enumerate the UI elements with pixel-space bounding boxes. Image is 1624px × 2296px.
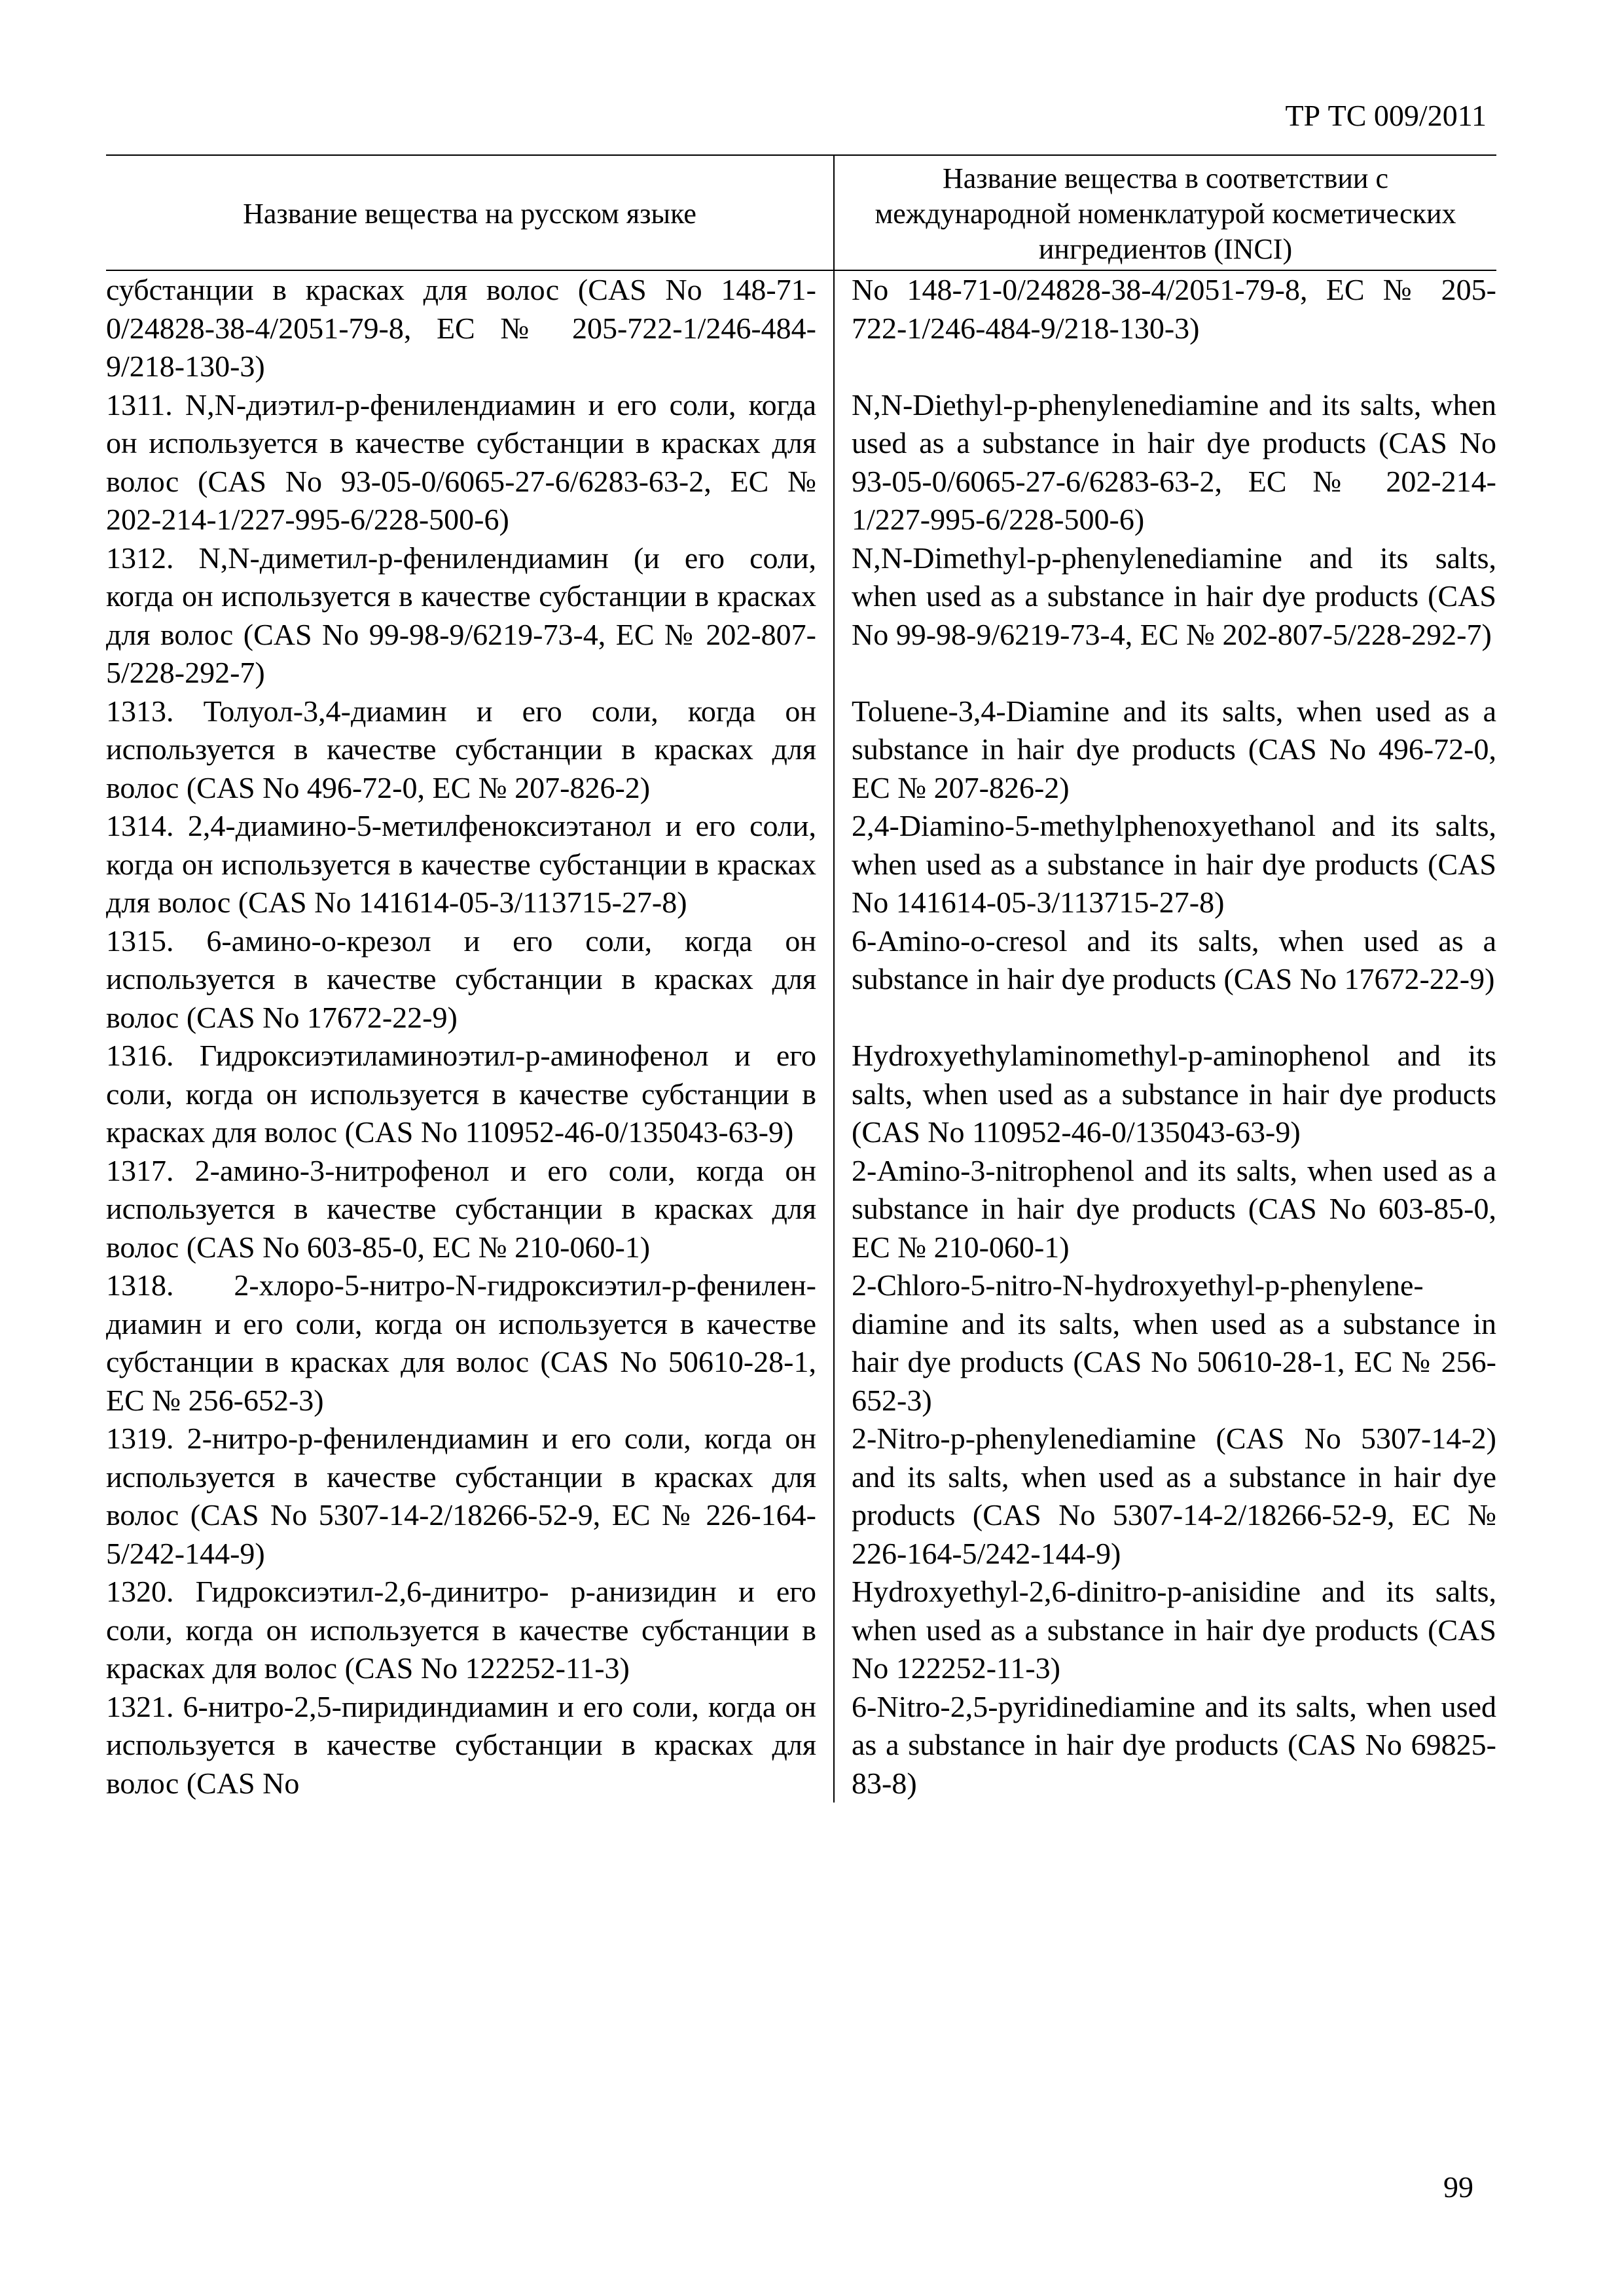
substance-name-inci: 6-Amino-o-cresol and its salts, when used as a substance in hair dye products (CAS No 17672-22-9) [834,922,1496,1037]
substance-name-inci: 2-Nitro-p-phenylenediamine (CAS No 5307-14-2) and its salts, when used as a substance in hair dye products (CAS No 5307-14-2/18266-52-9, EC № 226-164-5/242-144-9) [834,1420,1496,1573]
substance-name-inci: 6-Nitro-2,5-pyridinediamine and its salts, when used as a substance in hair dye products (CAS No 69825-83-8) [834,1688,1496,1803]
table-row [106,922,1496,1037]
substance-name-russian: 1319. 2-нитро-р-фенилендиамин и его соли, когда он используется в качестве субстанции в красках для волос (CAS No 5307-14-2/18266-52-9, EC № 226-164-5/242-144-9) [106,1422,816,1570]
substance-name-inci: N,N-Diethyl-p-phenylenediamine and its salts, when used as a substance in hair dye products (CAS No 93-05-0/6065-27-6/6283-63-2, EC № 202-214-1/227-995-6/228-500-6) [834,386,1496,539]
substance-name-russian: 1318. 2-хлоро-5-нитро-N-гидроксиэтил-р-фенилен-диамин и его соли, когда он используется в качестве субстанции в красках для волос (CAS No 50610-28-1, EC № 256-652-3) [106,1268,816,1417]
substance-name-russian: 1320. Гидроксиэтил-2,6-динитро- р-анизидин и его соли, когда он используется в качестве субстанции в красках для волос (CAS No 122252-11-3) [106,1575,816,1685]
substance-name-inci: Hydroxyethyl-2,6-dinitro-p-anisidine and its salts, when used as a substance in hair dye products (CAS No 122252-11-3) [834,1573,1496,1688]
substance-name-inci: Toluene-3,4-Diamine and its salts, when used as a substance in hair dye products (CAS No 496-72-0, EC № 207-826-2) [834,692,1496,808]
substance-name-inci: No 148-71-0/24828-38-4/2051-79-8, EC № 205-722-1/246-484-9/218-130-3) [834,270,1496,386]
substance-table [106,154,1496,1803]
table-row [106,1266,1496,1420]
document-code: ТР ТС 009/2011 [1285,99,1487,132]
substance-name-inci: N,N-Dimethyl-p-phenylenediamine and its salts, when used as a substance in hair dye products (CAS No 99-98-9/6219-73-4, EC № 202-807-5/228-292-7) [834,539,1496,692]
table-row [106,270,1496,386]
table-row [106,692,1496,808]
substance-name-inci: Hydroxyethylaminomethyl-p-aminophenol and its salts, when used as a substance in hair dye products (CAS No 110952-46-0/135043-63-9) [834,1037,1496,1152]
column-header-inci: Название вещества в соответствии с международной номенклатурой косметических ингредиентов (INCI) [834,155,1496,270]
substance-name-russian: 1321. 6-нитро-2,5-пиридиндиамин и его соли, когда он используется в качестве субстанции в красках для волос (CAS No [106,1689,816,1800]
table-row [106,386,1496,539]
table-row [106,1688,1496,1803]
substance-name-inci: 2-Amino-3-nitrophenol and its salts, when used as a substance in hair dye products (CAS No 603-85-0, EC № 210-060-1) [834,1152,1496,1267]
table-row [106,807,1496,922]
table-header-row [106,155,1496,270]
table-row [106,539,1496,692]
column-header-russian: Название вещества на русском языке [106,155,834,270]
substance-name-inci: 2,4-Diamino-5-methylphenoxyethanol and its salts, when used as a substance in hair dye products (CAS No 141614-05-3/113715-27-8) [834,807,1496,922]
substance-name-russian: 1312. N,N-диметил-р-фенилендиамин (и его соли, когда он используется в качестве субстанции в красках для волос (CAS No 99-98-9/6219-73-4, EC № 202-807-5/228-292-7) [106,541,816,689]
substance-name-russian: субстанции в красках для волос (CAS No 148-71-0/24828-38-4/2051-79-8, EC № 205-722-1/246-484-9/218-130-3) [106,273,816,383]
substance-name-russian: 1311. N,N-диэтил-р-фенилендиамин и его соли, когда он используется в качестве субстанции в красках для волос (CAS No 93-05-0/6065-27-6/6283-63-2, EC № 202-214-1/227-995-6/228-500-6) [106,387,816,536]
substance-name-inci: 2-Chloro-5-nitro-N-hydroxyethyl-p-phenylene-diamine and its salts, when used as a substance in hair dye products (CAS No 50610-28-1, EC № 256-652-3) [834,1266,1496,1420]
table-row [106,1152,1496,1267]
substance-name-russian: 1314. 2,4-диамино-5-метилфеноксиэтанол и его соли, когда он используется в качестве субстанции в красках для волос (CAS No 141614-05-3/113715-27-8) [106,809,816,919]
page-number: 99 [1443,2170,1473,2204]
substance-name-russian: 1313. Толуол-3,4-диамин и его соли, когда он используется в качестве субстанции в красках для волос (CAS No 496-72-0, EC № 207-826-2) [106,694,816,804]
table-row [106,1573,1496,1688]
substance-name-russian: 1317. 2-амино-3-нитрофенол и его соли, когда он используется в качестве субстанции в красках для волос (CAS No 603-85-0, EC № 210-060-1) [106,1153,816,1264]
substance-name-russian: 1315. 6-амино-о-крезол и его соли, когда он используется в качестве субстанции в красках для волос (CAS No 17672-22-9) [106,924,816,1034]
table-row [106,1420,1496,1573]
substance-name-russian: 1316. Гидроксиэтиламиноэтил-р-аминофенол и его соли, когда он используется в качестве субстанции в красках для волос (CAS No 110952-46-0/135043-63-9) [106,1039,816,1149]
table-row [106,1037,1496,1152]
